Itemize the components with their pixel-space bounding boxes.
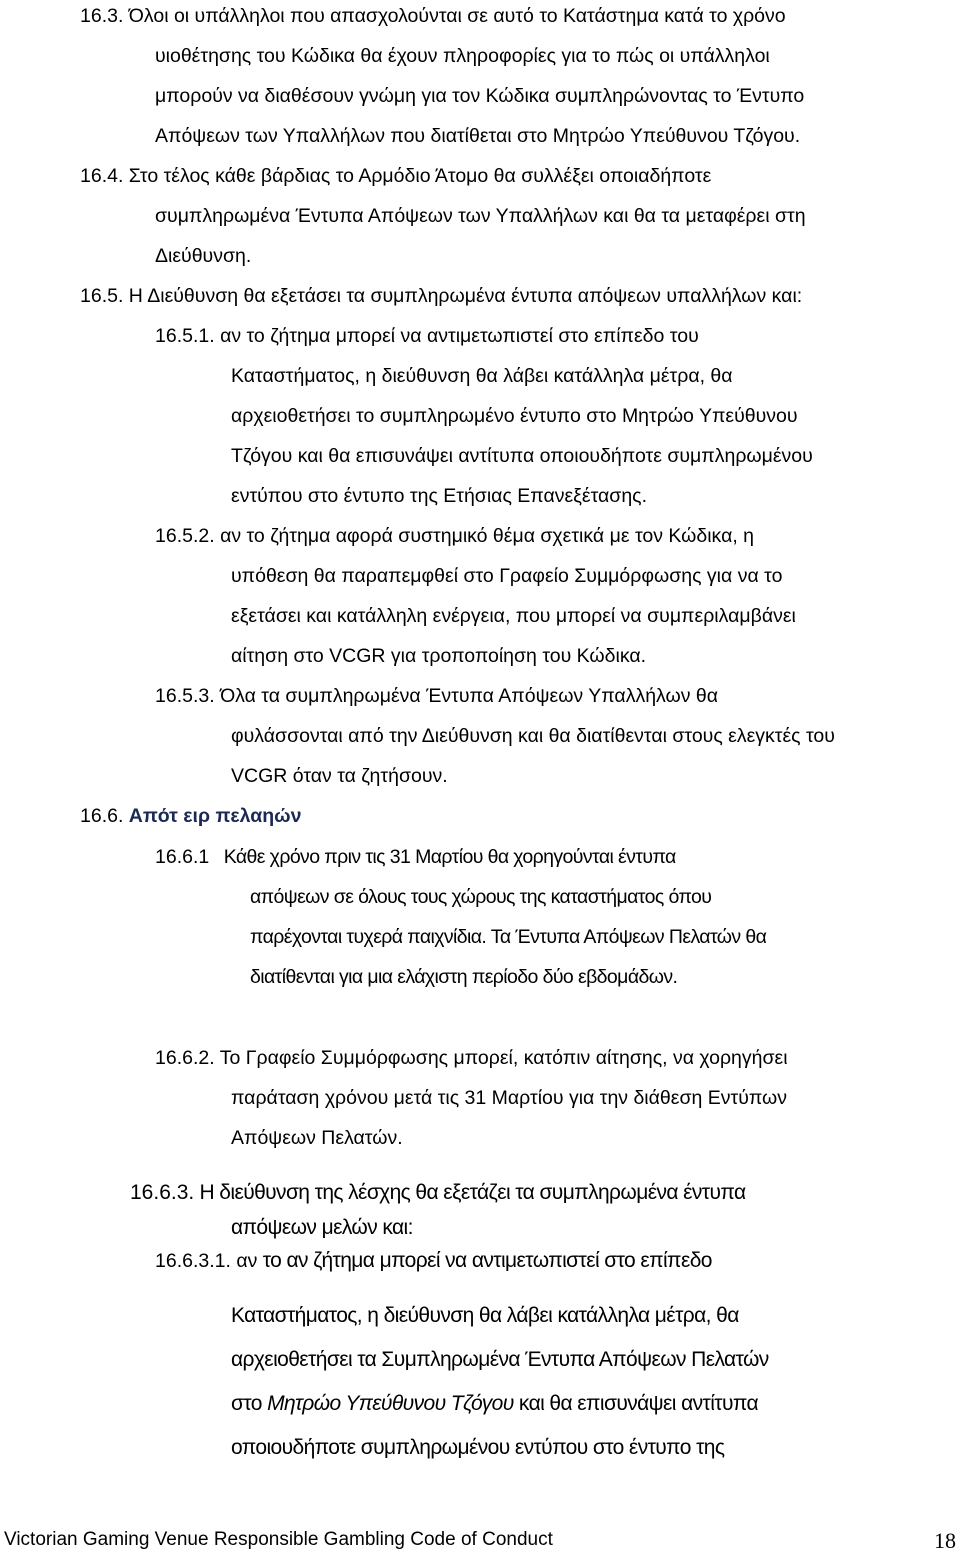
text-prefix: αν — [236, 1250, 263, 1272]
text: Όλοι οι υπάλληλοι που απασχολούνται σε αυτό το Κατάστημα κατά το χρόνο — [128, 5, 786, 27]
paragraph-16-5-1-line-4: Τζόγου και θα επισυνάψει αντίτυπα οποιουδήποτε συμπληρωμένου — [231, 445, 813, 467]
text: Η διεύθυνση της λέσχης θα εξετάζει τα συμπληρωμένα έντυπα — [199, 1181, 746, 1204]
paragraph-16-5-line-1 — [80, 284, 802, 308]
text: στο — [231, 1392, 268, 1415]
paragraph-16-5-2-line-4: αίτηση στο VCGR για τροποποίηση του Κώδικα. — [231, 645, 647, 667]
paragraph-16-6-3-line-2: απόψεων μελών και: — [231, 1216, 413, 1239]
paragraph-16-4-line-2: συμπληρωμένα Έντυπα Απόψεων των Υπαλλήλων και θα τα μεταφέρει στη — [155, 205, 806, 227]
section-number: 16.6.2. — [155, 1047, 215, 1069]
section-number: 16.4. — [80, 165, 124, 187]
section-number: 16.6.3.1. — [155, 1250, 231, 1272]
paragraph-16-3-line-3: μπορούν να διαθέσουν γνώμη για τον Κώδικα συμπληρώνοντας το Έντυπο — [155, 85, 805, 107]
paragraph-16-6-2-line-3: Απόψεων Πελατών. — [231, 1127, 403, 1149]
paragraph-16-5-3-line-3: VCGR όταν τα ζητήσουν. — [231, 765, 448, 787]
paragraph-16-6-3-1-line-2: Καταστήματος, η διεύθυνση θα λάβει κατάλληλα μέτρα, θα — [231, 1304, 739, 1327]
section-number: 16.6.1 — [155, 846, 210, 868]
paragraph-16-6-3-line-1 — [130, 1181, 746, 1205]
section-number: 16.6.3. — [130, 1181, 195, 1204]
text: Το Γραφείο Συμμόρφωσης μπορεί, κατόπιν αίτησης, να χορηγήσει — [219, 1047, 788, 1069]
heading-text: Απότ ειρ πελαηών — [128, 805, 302, 827]
registry-name: Μητρώο Υπεύθυνου Τζόγου — [267, 1392, 514, 1415]
paragraph-16-5-1-line-2: Καταστήματος, η διεύθυνση θα λάβει κατάλληλα μέτρα, θα — [231, 365, 733, 387]
paragraph-16-3-line-4: Απόψεων των Υπαλλήλων που διατίθεται στο Μητρώο Υπεύθυνου Τζόγου. — [155, 125, 801, 147]
paragraph-16-5-2-line-3: εξετάσει και κατάλληλη ενέργεια, που μπορεί να συμπεριλαμβάνει — [231, 605, 796, 627]
text: Κάθε χρόνο πριν τις 31 Μαρτίου θα χορηγούνται έντυπα — [223, 846, 676, 868]
paragraph-16-6-3-1-line-5: οποιουδήποτε συμπληρωμένου εντύπου στο έντυπο της — [231, 1436, 725, 1459]
paragraph-16-6-1-line-4: διατίθενται για μια ελάχιστη περίοδο δύο εβδομάδων. — [250, 966, 678, 988]
paragraph-16-4-line-3: Διεύθυνση. — [155, 245, 252, 267]
paragraph-16-5-1-line-3: αρχειοθετήσει το συμπληρωμένο έντυπο στο Μητρώο Υπεύθυνου — [231, 405, 798, 427]
section-number: 16.5.3. — [155, 685, 215, 707]
paragraph-16-6-1-line-3: παρέχονται τυχερά παιχνίδια. Τα Έντυπα Απόψεων Πελατών θα — [250, 926, 767, 948]
footer-title: Victorian Gaming Venue Responsible Gambling Code of Conduct — [4, 1529, 553, 1550]
paragraph-16-5-1-line-1 — [155, 324, 699, 348]
page-number: 18 — [934, 1528, 956, 1553]
paragraph-16-4-line-1 — [80, 164, 711, 188]
paragraph-16-5-2-line-1 — [155, 524, 754, 548]
paragraph-16-6-2-line-2: παράταση χρόνου μετά τις 31 Μαρτίου για την διάθεση Εντύπων — [231, 1087, 788, 1109]
paragraph-16-5-3-line-2: φυλάσσονται από την Διεύθυνση και θα διατίθενται στους ελεγκτές του — [231, 725, 835, 747]
section-number: 16.5. — [80, 285, 124, 307]
paragraph-16-5-2-line-2: υπόθεση θα παραπεμφθεί στο Γραφείο Συμμόρφωσης για να το — [231, 565, 783, 587]
paragraph-16-6-2-line-1 — [155, 1046, 788, 1070]
paragraph-16-5-1-line-5: εντύπου στο έντυπο της Ετήσιας Επανεξέτασης. — [231, 485, 647, 507]
paragraph-16-6-1-line-2: απόψεων σε όλους τους χώρους της καταστήματος όπου — [250, 886, 712, 908]
paragraph-16-5-3-line-1 — [155, 684, 718, 708]
paragraph-16-6-1-line-1 — [155, 845, 676, 869]
section-heading-16-6 — [80, 804, 301, 828]
section-number: 16.3. — [80, 5, 124, 27]
paragraph-16-6-3-1-line-3: αρχειοθετήσει τα Συμπληρωμένα Έντυπα Απόψεων Πελατών — [231, 1348, 769, 1371]
paragraph-16-6-3-1-line-1 — [155, 1249, 712, 1273]
text: Στο τέλος κάθε βάρδιας το Αρμόδιο Άτομο θα συλλέξει οποιαδήποτε — [128, 165, 712, 187]
text: αν το ζήτημα αφορά συστημικό θέμα σχετικά με τον Κώδικα, η — [220, 525, 755, 547]
paragraph-16-6-3-1-line-4 — [231, 1392, 758, 1416]
text: και θα επισυνάψει αντίτυπα — [513, 1392, 759, 1415]
section-number: 16.5.2. — [155, 525, 215, 547]
paragraph-16-3-line-2: υιοθέτησης του Κώδικα θα έχουν πληροφορίες για το πώς οι υπάλληλοι — [155, 45, 770, 67]
text: Η Διεύθυνση θα εξετάσει τα συμπληρωμένα έντυπα απόψεων υπαλλήλων και: — [128, 285, 803, 307]
text: αν το ζήτημα μπορεί να αντιμετωπιστεί στο επίπεδο του — [220, 325, 699, 347]
section-number: 16.6. — [80, 805, 124, 827]
paragraph-16-3-line-1 — [80, 4, 786, 28]
text: το αν ζήτημα μπορεί να αντιμετωπιστεί στο επίπεδο — [262, 1249, 712, 1272]
text: Όλα τα συμπληρωμένα Έντυπα Απόψεων Υπαλλήλων θα — [220, 685, 719, 707]
section-number: 16.5.1. — [155, 325, 215, 347]
